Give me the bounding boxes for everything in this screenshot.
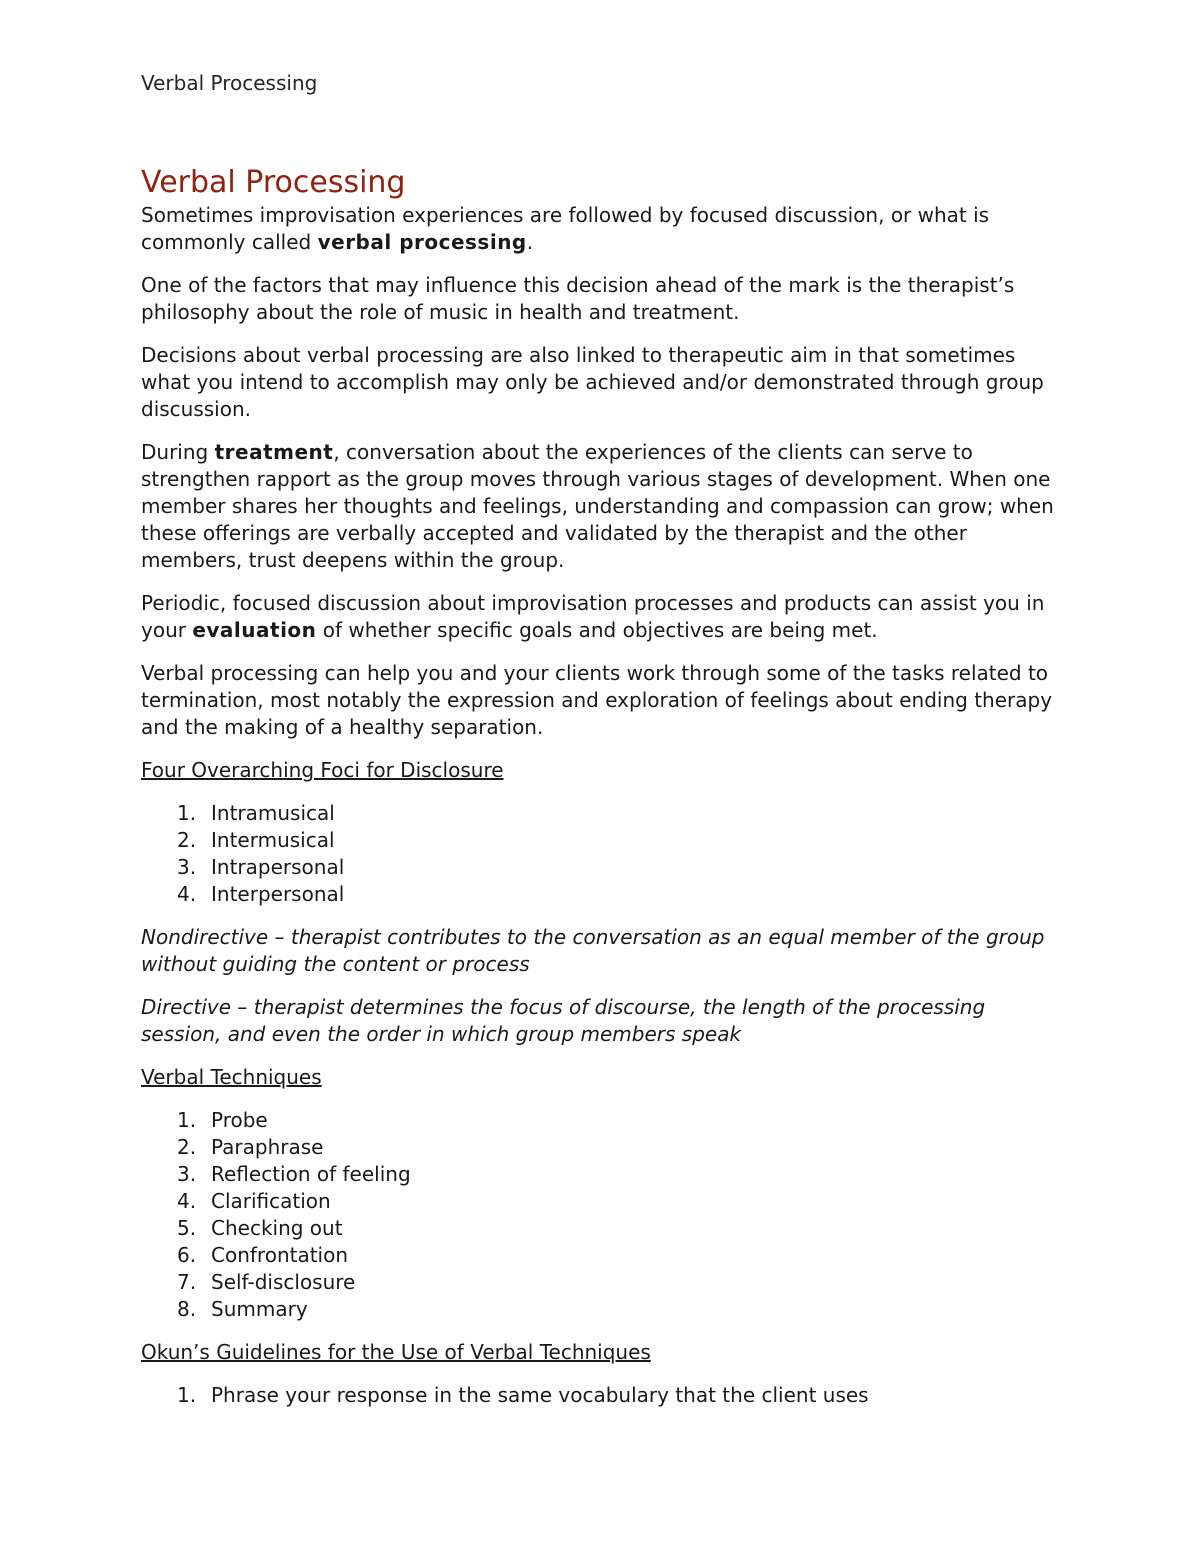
list-text: Interpersonal [211, 882, 345, 906]
list-number: 2. [177, 828, 197, 852]
list-text: Checking out [211, 1216, 343, 1240]
paragraph-treatment [141, 439, 1066, 574]
paragraph-treatment-text: , conversation about the experiences of the clients can serve to strengthen rapport as the group moves through various stages of development. When one member shares her thoughts and feelings, understanding and compassion can grow; when these offerings are verbally accepted and validated by the therapist and the other members, trust deepens within the group. [141, 440, 1054, 572]
list-number: 1. [177, 1383, 197, 1407]
list-text: Intramusical [211, 801, 335, 825]
list-number: 6. [177, 1243, 197, 1267]
list-text: Summary [211, 1297, 308, 1321]
list-text: Intrapersonal [211, 855, 345, 879]
paragraph-intro-text: Sometimes improvisation experiences are followed by focused discussion, or what is commonly called [141, 203, 990, 254]
list-item [141, 1215, 1066, 1242]
foci-heading: Four Overarching Foci for Disclosure [141, 758, 504, 782]
list-number: 1. [177, 1108, 197, 1132]
paragraph-evaluation-end: of whether specific goals and objectives are being met. [316, 618, 878, 642]
list-text: Intermusical [211, 828, 335, 852]
document-title: Verbal Processing [141, 165, 406, 200]
paragraph-philosophy: One of the factors that may influence this decision ahead of the mark is the therapist’s philosophy about the role of music in health and treatment. [141, 273, 1015, 324]
list-text: Paraphrase [211, 1135, 324, 1159]
paragraph-evaluation-start: Periodic, focused discussion about improvisation processes and products can assist you in your [141, 591, 1045, 642]
list-number: 1. [177, 801, 197, 825]
list-number: 4. [177, 1189, 197, 1213]
list-item [141, 1242, 1066, 1269]
list-text: Reflection of feeling [211, 1162, 411, 1186]
list-number: 3. [177, 1162, 197, 1186]
paragraph-evaluation [141, 590, 1066, 644]
document-body [141, 164, 1066, 1425]
list-item [141, 800, 1066, 827]
list-text: Confrontation [211, 1243, 349, 1267]
paragraph-treatment-start: During [141, 440, 215, 464]
guidelines-heading: Okun’s Guidelines for the Use of Verbal Techniques [141, 1340, 651, 1364]
list-number: 7. [177, 1270, 197, 1294]
foci-list [141, 800, 1066, 908]
paragraph-intro [141, 202, 1066, 256]
definition-directive: Directive – therapist determines the focus of discourse, the length of the processing session, and even the order in which group members speak [141, 995, 986, 1046]
running-header: Verbal Processing [141, 71, 318, 95]
definition-nondirective: Nondirective – therapist contributes to the conversation as an equal member of the group without guiding the content or process [141, 925, 1045, 976]
list-item [141, 827, 1066, 854]
list-item [141, 1134, 1066, 1161]
techniques-list [141, 1107, 1066, 1323]
term-evaluation: evaluation [192, 618, 317, 642]
techniques-heading: Verbal Techniques [141, 1065, 322, 1089]
list-text: Clarification [211, 1189, 331, 1213]
list-item [141, 1269, 1066, 1296]
list-text: Probe [211, 1108, 268, 1132]
guidelines-list [141, 1382, 1066, 1409]
paragraph-termination: Verbal processing can help you and your clients work through some of the tasks related to termination, most notably the expression and exploration of feelings about ending therapy and the making of a healthy separation. [141, 661, 1053, 739]
list-number: 5. [177, 1216, 197, 1240]
list-item [141, 881, 1066, 908]
paragraph-intro-end: . [526, 230, 534, 254]
list-item [141, 1107, 1066, 1134]
list-number: 3. [177, 855, 197, 879]
list-number: 8. [177, 1297, 197, 1321]
list-text: Self-disclosure [211, 1270, 356, 1294]
term-treatment: treatment [214, 440, 334, 464]
paragraph-therapeutic-aim: Decisions about verbal processing are also linked to therapeutic aim in that sometimes what you intend to accomplish may only be achieved and/or demonstrated through group discussion. [141, 343, 1044, 421]
list-item [141, 1161, 1066, 1188]
list-number: 4. [177, 882, 197, 906]
list-text: Phrase your response in the same vocabulary that the client uses [211, 1383, 869, 1407]
term-verbal-processing: verbal processing [317, 230, 527, 254]
list-number: 2. [177, 1135, 197, 1159]
list-item [141, 1296, 1066, 1323]
list-item [141, 1188, 1066, 1215]
list-item [141, 1382, 1066, 1409]
list-item [141, 854, 1066, 881]
